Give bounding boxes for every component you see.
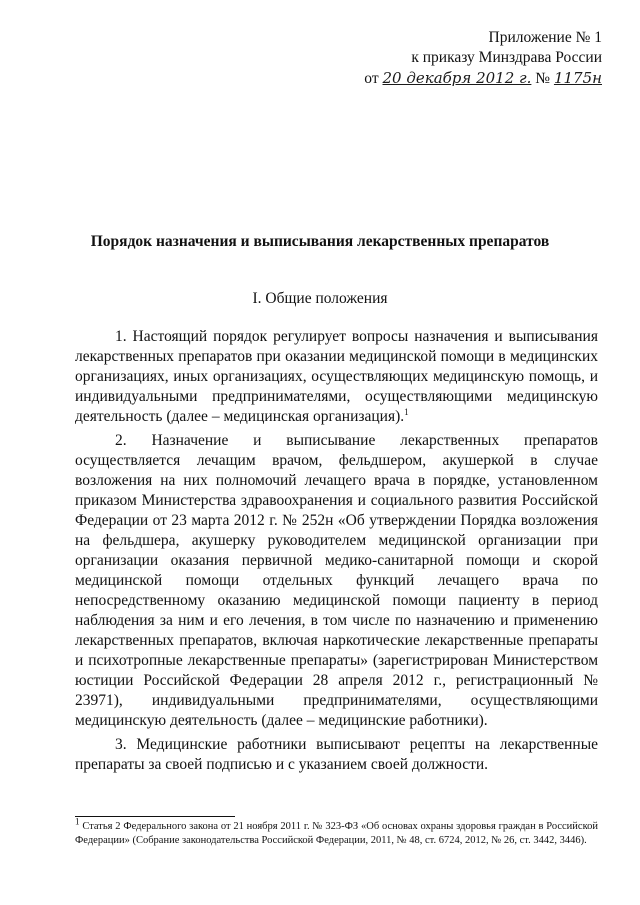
document-body: [75, 327, 598, 779]
appendix-header: [362, 28, 602, 89]
date-prefix: от: [364, 70, 379, 87]
paragraph-3: [75, 735, 598, 775]
paragraph-text: 1. Настоящий порядок регулирует вопросы назначения и выписывания лекарственных препаратов при оказании медицинской помощи в медицинских организациях, иных организациях, осуществляющих медицинскую помощь, и индивидуальными предпринимателями, осуществляющими медицинскую деятельность (далее – медицинская организация).: [75, 328, 598, 425]
document-title: Порядок назначения и выписывания лекарственных препаратов: [90, 233, 550, 250]
footnote: [75, 816, 599, 848]
handwritten-date: 20 декабря 2012 г.: [382, 69, 532, 87]
section-heading: I. Общие положения: [252, 290, 388, 307]
order-date-line: [362, 68, 602, 89]
appendix-label: Приложение № 1: [488, 29, 602, 46]
footnote-divider: [75, 816, 235, 817]
paragraph-2: [75, 431, 598, 731]
paragraph-text: 2. Назначение и выписывание лекарственных препаратов осуществляется лечащим врачом, фельдшером, акушеркой в случае возложения на них полномочий лечащего врача в порядке, установленном приказом Министерства здравоохранения и социального развития Российской Федерации от 23 марта 2012 г. № 252н «Об утверждении Порядка возложения на фельдшера, акушерку руководителем медицинской организации при организации оказания первичной медико-санитарной помощи и скорой медицинской помощи отдельных функций лечащего врача по непосредственному оказанию медицинской помощи пациенту в период наблюдения за ним и его лечения, в том числе по назначению и применению лекарственных препаратов, включая наркотические лекарственные препараты и психотропные лекарственные препараты» (зарегистрирован Министерством юстиции Российской Федерации 28 апреля 2012 г., регистрационный № 23971), индивидуальными предпринимателями, осуществляющими медицинскую деятельность (далее – медицинские работники).: [75, 432, 598, 729]
paragraph-text: 3. Медицинские работники выписывают рецепты на лекарственные препараты за своей подписью и с указанием своей должности.: [75, 736, 598, 773]
number-prefix: №: [535, 70, 551, 87]
footnote-mark: 1: [75, 816, 80, 827]
handwritten-order-number: 1175н: [553, 69, 602, 87]
paragraph-1: [75, 327, 598, 427]
order-reference: к приказу Минздрава России: [411, 49, 602, 66]
footnote-reference: 1: [404, 406, 409, 417]
footnote-text: Статья 2 Федерального закона от 21 ноября 2011 г. № 323-ФЗ «Об основах охраны здоровья граждан в Российской Федерации» (Собрание законодательства Российской Федерации, 2011, № 48, ст. 6724, 2012, № 26, ст. 3442, 3446).: [75, 821, 599, 846]
